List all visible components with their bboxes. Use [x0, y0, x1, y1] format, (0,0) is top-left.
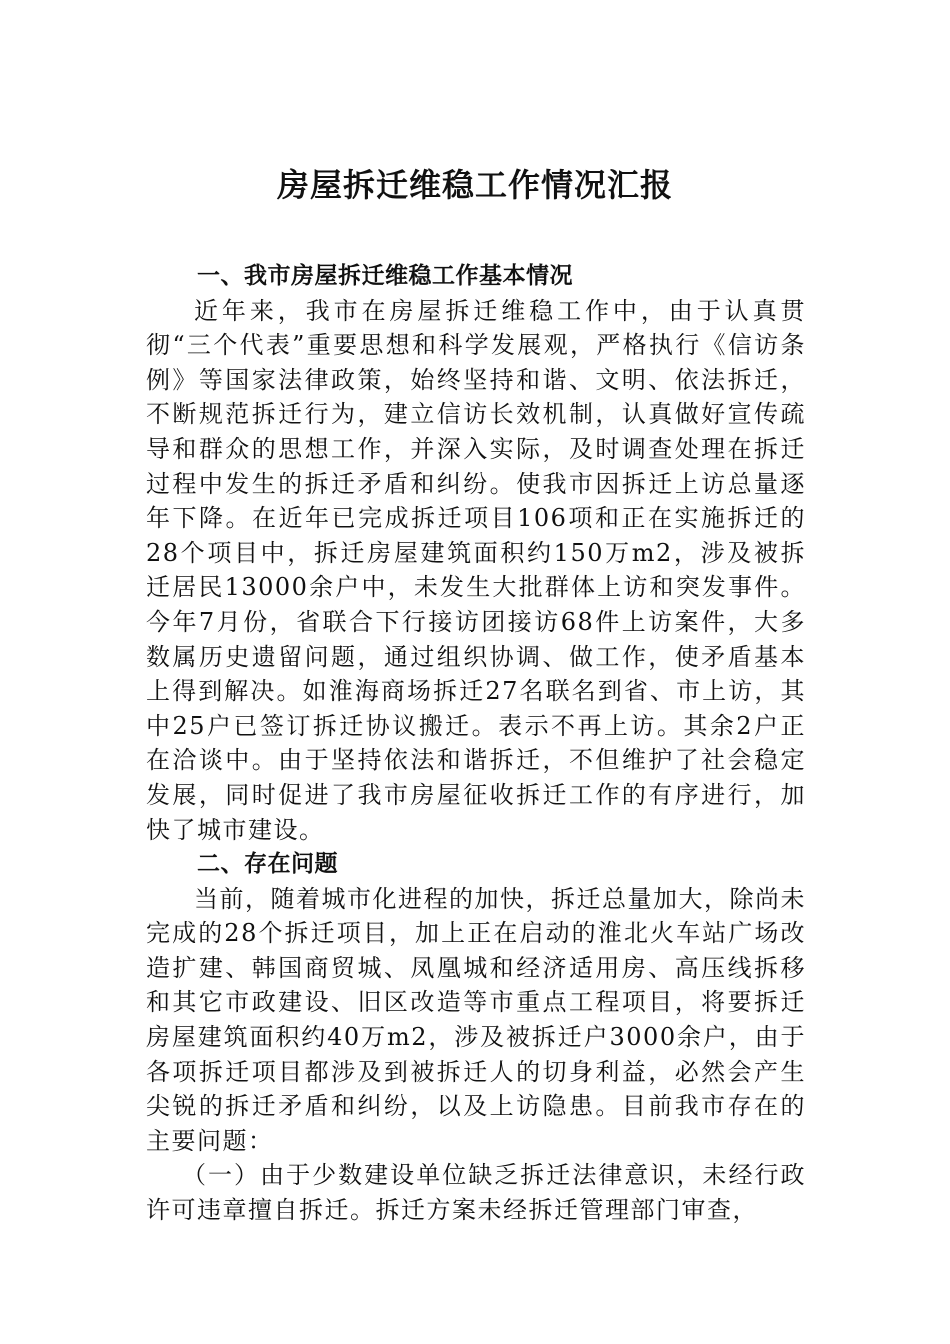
section-paragraph-1: 近年来，我市在房屋拆迁维稳工作中，由于认真贯彻“三个代表”重要思想和科学发展观，严格执行《信访条例》等国家法律政策，始终坚持和谐、文明、依法拆迁，不断规范拆迁行为，建立信访长效机制，认真做好宣传疏导和群众的思想工作，并深入实际，及时调查处理在拆迁过程中发生的拆迁矛盾和纠纷。使我市因拆迁上访总量逐年下降。在近年已完成拆迁项目106项和正在实施拆迁的28个项目中，拆迁房屋建筑面积约150万m2，涉及被拆迁居民13000余户中，未发生大批群体上访和突发事件。今年7月份，省联合下行接访团接访68件上访案件，大多数属历史遗留问题，通过组织协调、做工作，使矛盾基本上得到解决。如淮海商场拆迁27名联名到省、市上访，其中25户已签订拆迁协议搬迁。表示不再上访。其余2户正在洽谈中。由于坚持依法和谐拆迁，不但维护了社会稳定发展，同时促进了我市房屋征收拆迁工作的有序进行，加快了城市建设。 [146, 296, 806, 844]
problem-item-1: （一）由于少数建设单位缺乏拆迁法律意识，未经行政许可违章擅自拆迁。拆迁方案未经拆迁管理部门审查， [146, 1161, 806, 1225]
section-heading-1: 一、我市房屋拆迁维稳工作基本情况 [197, 263, 573, 289]
document-body [146, 259, 806, 1228]
document-title: 房屋拆迁维稳工作情况汇报 [276, 166, 673, 204]
section-heading-2: 二、存在问题 [197, 851, 338, 878]
section-paragraph-2: 当前，随着城市化进程的加快，拆迁总量加大，除尚未完成的28个拆迁项目，加上正在启动的淮北火车站广场改造扩建、韩国商贸城、凤凰城和经济适用房、高压线拆移和其它市政建设、旧区改造等市重点工程项目，将要拆迁房屋建筑面积约40万m2，涉及被拆迁户3000余户，由于各项拆迁项目都涉及到被拆迁人的切身利益，必然会产生尖锐的拆迁矛盾和纠纷，以及上访隐患。目前我市存在的主要问题： [146, 884, 806, 1155]
